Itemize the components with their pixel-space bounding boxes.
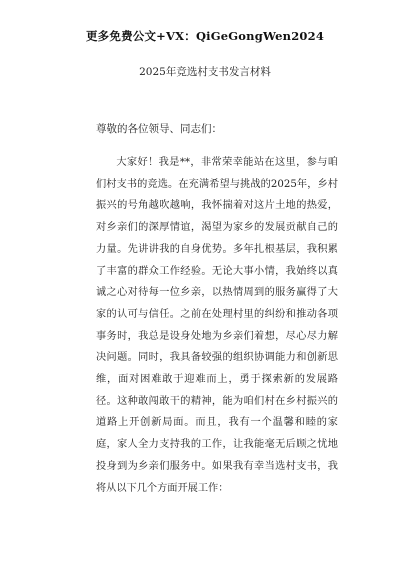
document-title: 2025年竞选村支书发言材料 bbox=[139, 66, 271, 78]
body-paragraph: 大家好！我是**，非常荣幸能站在这里，参与咱们村支书的竞选。在充满希望与挑战的2025年，乡村振兴的号角越吹越响，我怀揣着对这片土地的热爱，对乡亲们的深厚情谊，渴望为家乡的发展贡献自己的力量。先讲讲我的自身优势。多年扎根基层，我积累了丰富的群众工作经验。无论大事小情，我始终以真诚之心对待每一位乡亲，以热情周到的服务赢得了大家的认可与信任。之前在处理村里的纠纷和推动各项事务时，我总是设身处地为乡亲们着想，尽心尽力解决问题。同时，我具备较强的组织协调能力和创新思维，面对困难敢于迎难而上，勇于探索新的发展路径。这种敢闯敢干的精神，能为咱们村在乡村振兴的道路上开创新局面。而且，我有一个温馨和睦的家庭，家人全力支持我的工作，让我能毫无后顾之忧地投身到为乡亲们服务中。如果我有幸当选村支书，我将从以下几个方面开展工作： bbox=[96, 157, 338, 494]
salutation: 尊敬的各位领导、同志们： bbox=[96, 123, 222, 135]
promo-header: 更多免费公文+VX：QiGeGongWen2024 bbox=[85, 29, 325, 43]
